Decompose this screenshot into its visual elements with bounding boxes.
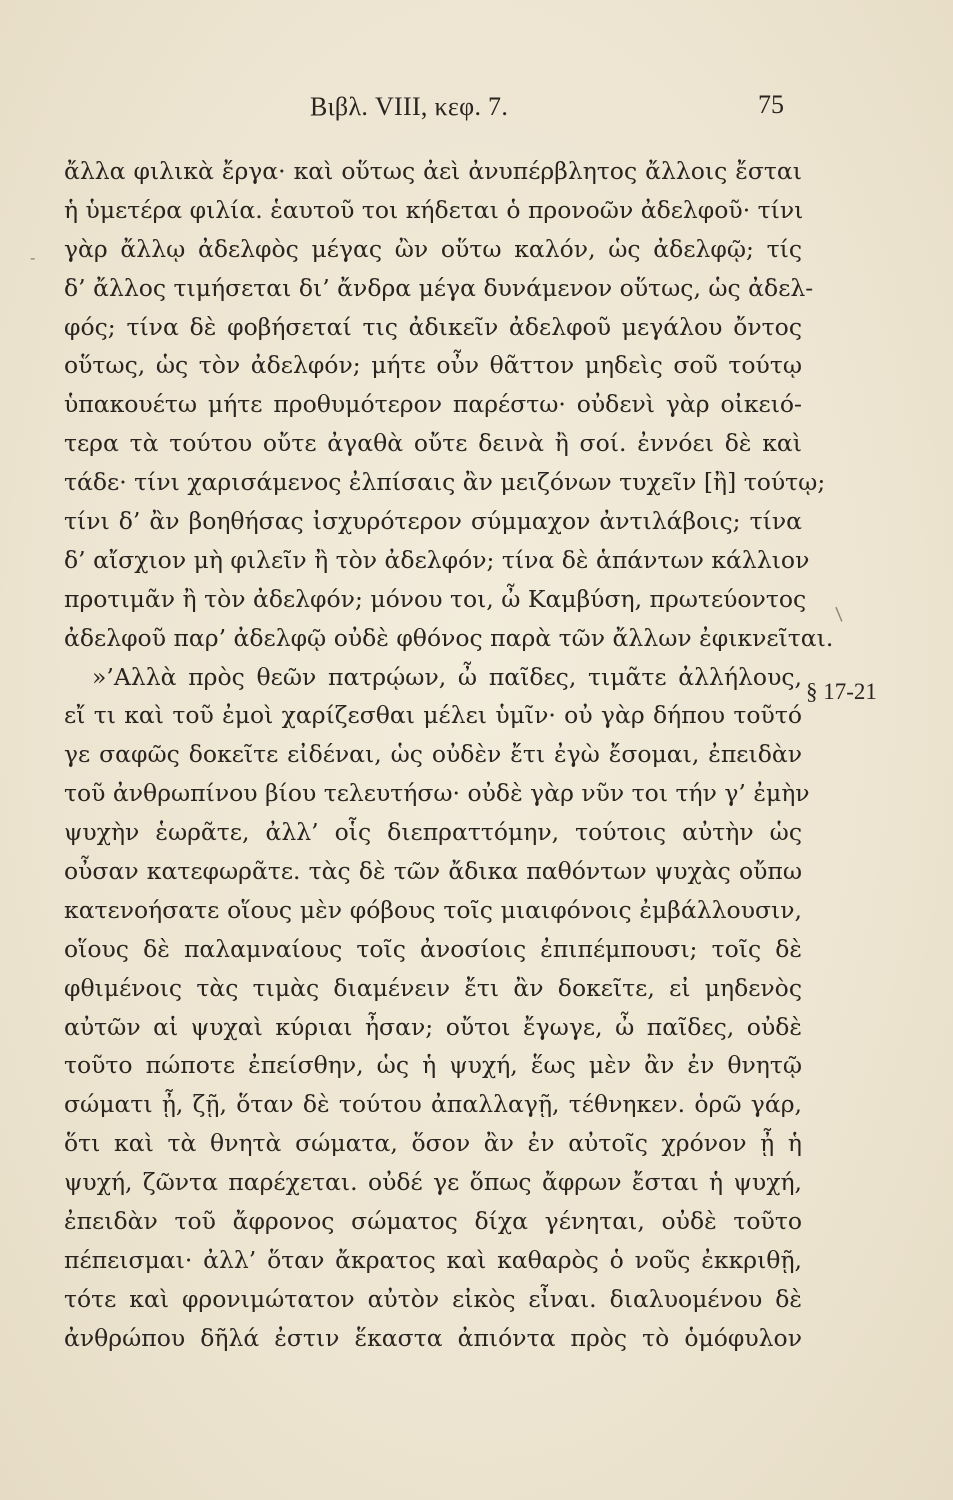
page-number: 75 <box>758 90 784 119</box>
text-line: οὖσαν κατεφωρᾶτε. τὰς δὲ τῶν ἄδικα παθόντων ψυχὰς οὔπω <box>64 857 802 886</box>
text-line: τότε καὶ φρονιμώτατον αὐτὸν εἰκὸς εἶναι. διαλυομένου δὲ <box>64 1284 802 1313</box>
text-line: εἴ τι καὶ τοῦ ἐμοὶ χαρίζεσθαι μέλει ὑμῖν· οὐ γὰρ δήπου τοῦτό <box>64 701 802 730</box>
text-line: προτιμᾶν ἢ τὸν ἀδελφόν; μόνου τοι, ὦ Καμβύση, πρωτεύοντος <box>64 584 807 613</box>
text-line: δ’ αἴσχιον μὴ φιλεῖν ἢ τὸν ἀδελφόν; τίνα δὲ ἁπάντων κάλλιον <box>64 545 810 574</box>
text-line: τάδε· τίνι χαρισάμενος ἐλπίσαις ἂν μειζόνων τυχεῖν [ἢ] τούτῳ; <box>64 468 826 497</box>
text-line: ψυχὴν ἑωρᾶτε, ἀλλ’ οἷς διεπραττόμην, τούτοις αὐτὴν ὡς <box>64 818 802 847</box>
text-line: ὅτι καὶ τὰ θνητὰ σώματα, ὅσον ἂν ἐν αὐτοῖς χρόνον ᾖ ἡ <box>64 1129 802 1158</box>
text-line: ἡ ὑμετέρα φιλία. ἑαυτοῦ τοι κήδεται ὁ προνοῶν ἀδελφοῦ· τίνι <box>64 195 804 224</box>
text-line: τίνι δ’ ἂν βοηθήσας ἰσχυρότερον σύμμαχον ἀντιλάβοις; τίνα <box>64 507 802 536</box>
text-line: τερα τὰ τούτου οὔτε ἀγαθὰ οὔτε δεινὰ ἢ σοί. ἐννόει δὲ καὶ <box>64 429 802 458</box>
section-margin-note: § 17-21 <box>806 679 877 704</box>
text-line: σώματι ᾖ, ζῇ, ὅταν δὲ τούτου ἀπαλλαγῇ, τέθνηκεν. ὁρῶ γάρ, <box>64 1090 802 1119</box>
text-line: ὑπακουέτω μήτε προθυμότερον παρέστω· οὐδενὶ γὰρ οἰκειό- <box>64 390 802 419</box>
body-text <box>64 152 834 1358</box>
text-line: οἵους δὲ παλαμναίους τοῖς ἀνοσίοις ἐπιπέμπουσι; τοῖς δὲ <box>64 934 802 963</box>
text-line: τοῦτο πώποτε ἐπείσθην, ὡς ἡ ψυχή, ἕως μὲν ἂν ἐν θνητῷ <box>64 1051 802 1080</box>
text-line: ἀνθρώπου δῆλά ἐστιν ἕκαστα ἀπιόντα πρὸς τὸ ὁμόφυλον <box>64 1323 802 1352</box>
text-line: τοῦ ἀνθρωπίνου βίου τελευτήσω· οὐδὲ γὰρ νῦν τοι τήν γ’ ἐμὴν <box>64 779 810 808</box>
text-line: πέπεισμαι· ἀλλ’ ὅταν ἄκρατος καὶ καθαρὸς ὁ νοῦς ἐκκριθῇ, <box>64 1245 802 1274</box>
text-line: κατενοήσατε οἵους μὲν φόβους τοῖς μιαιφόνοις ἐμβάλλουσιν, <box>64 895 802 924</box>
text-line: οὕτως, ὡς τὸν ἀδελφόν; μήτε οὖν θᾶττον μηδεὶς σοῦ τούτῳ <box>64 351 802 380</box>
text-line: ψυχή, ζῶντα παρέχεται. οὐδέ γε ὅπως ἄφρων ἔσται ἡ ψυχή, <box>64 1168 802 1197</box>
text-line: ἄλλα φιλικὰ ἔργα· καὶ οὕτως ἀεὶ ἀνυπέρβλητος ἄλλοις ἔσται <box>64 157 802 185</box>
text-line: αὐτῶν αἱ ψυχαὶ κύριαι ἦσαν; οὔτοι ἔγωγε, ὦ παῖδες, οὐδὲ <box>64 1012 802 1041</box>
running-title: Βιβλ. VIII, κεφ. 7. <box>310 92 509 121</box>
text-line: φός; τίνα δὲ φοβήσεταί τις ἀδικεῖν ἀδελφοῦ μεγάλου ὄντος <box>64 312 802 341</box>
margin-stray-mark: - <box>30 248 36 267</box>
text-line: γε σαφῶς δοκεῖτε εἰδέναι, ὡς οὐδὲν ἔτι ἐγὼ ἔσομαι, ἐπειδὰν <box>64 740 802 769</box>
text-line: »’Αλλὰ πρὸς θεῶν πατρῴων, ὦ παῖδες, τιμᾶτε ἀλλήλους, <box>92 662 802 691</box>
text-line: δ’ ἄλλος τιμήσεται δι’ ἄνδρα μέγα δυνάμενον οὕτως, ὡς ἀδελ- <box>64 273 814 302</box>
text-line: φθιμένοις τὰς τιμὰς διαμένειν ἔτι ἂν δοκεῖτε, εἰ μηδενὸς <box>64 973 802 1002</box>
text-line: γὰρ ἄλλῳ ἀδελφὸς μέγας ὢν οὕτω καλόν, ὡς ἀδελφῷ; τίς <box>64 234 802 263</box>
text-line: ἀδελφοῦ παρ’ ἀδελφῷ οὐδὲ φθόνος παρὰ τῶν ἄλλων ἐφικνεῖται. <box>64 623 834 652</box>
margin-stray-mark: / <box>829 604 849 625</box>
text-line: ἐπειδὰν τοῦ ἄφρονος σώματος δίχα γένηται, οὐδὲ τοῦτο <box>64 1207 802 1236</box>
